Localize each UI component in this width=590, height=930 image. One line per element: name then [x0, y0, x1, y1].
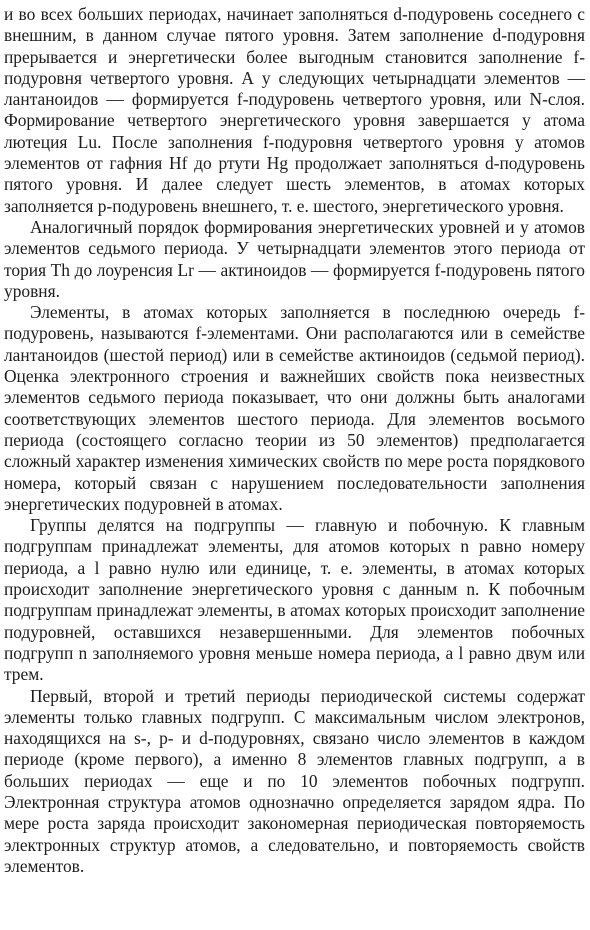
paragraph-2: Аналогичный порядок формирования энергетических уровней и у атомов элементов седьмого периода. У четырнадцати элементов этого периода от тория Th до лоуренсия Lr — актиноидов — формируется f-подуровень пятого уровня. — [4, 216, 585, 301]
paragraph-4: Группы делятся на подгруппы — главную и побочную. К главным подгруппам принадлежат элементы, для атомов которых n равно номеру периода, а l равно нулю или единице, т. е. элементы, в атомах которых происходит заполнение энергетического уровня с данным n. К побочным подгруппам принадлежат элементы, в атомах которых происходит заполнение подуровней, оставшихся незавершенными. Для элементов побочных подгрупп n заполняемого уровня меньше номера периода, а l равно двум или трем. — [4, 515, 585, 685]
paragraph-5: Первый, второй и третий периоды периодической системы содержат элементы только главных подгрупп. С максимальным числом электронов, находящихся на s-, p- и d-подуровнях, связано число элементов в каждом периоде (кроме первого), а именно 8 элементов главных подгрупп, а в больших периодах — еще и по 10 элементов побочных подгрупп. Электронная структура атомов однозначно определяется зарядом ядра. По мере роста заряда происходит закономерная периодическая повторяемость электронных структур атомов, а следовательно, и повторяемость свойств элементов. — [4, 685, 585, 876]
paragraph-1: и во всех больших периодах, начинает заполняться d-подуровень соседнего с внешним, в данном случае пятого уровня. Затем заполнение d-подуровня прерывается и энергетически более выгодным становится заполнение f-подуровня четвертого уровня. А у следующих четырнадцати элементов — лантаноидов — формируется f-подуровень четвертого уровня, или N-слоя. Формирование четвертого энергетического уровня завершается у атома лютеция Lu. После заполнения f-подуровня четвертого уровня у атомов элементов от гафния Hf до ртути Hg продолжает заполняться d-подуровень пятого уровня. И далее следует шесть элементов, в атомах которых заполняется p-подуровень внешнего, т. е. шестого, энергетического уровня. — [4, 4, 585, 216]
paragraph-3: Элементы, в атомах которых заполняется в последнюю очередь f-подуровень, называются f-элементами. Они располагаются или в семействе лантаноидов (шестой период) или в семействе актиноидов (седьмой период). Оценка электронного строения и важнейших свойств пока неизвестных элементов седьмого периода показывает, что они должны быть аналогами соответствующих элементов шестого периода. Для элементов восьмого периода (состоящего согласно теории из 50 элементов) предполагается сложный характер изменения химических свойств по мере роста порядкового номера, который связан с нарушением последовательности заполнения энергетических подуровней в атомах. — [4, 302, 585, 514]
